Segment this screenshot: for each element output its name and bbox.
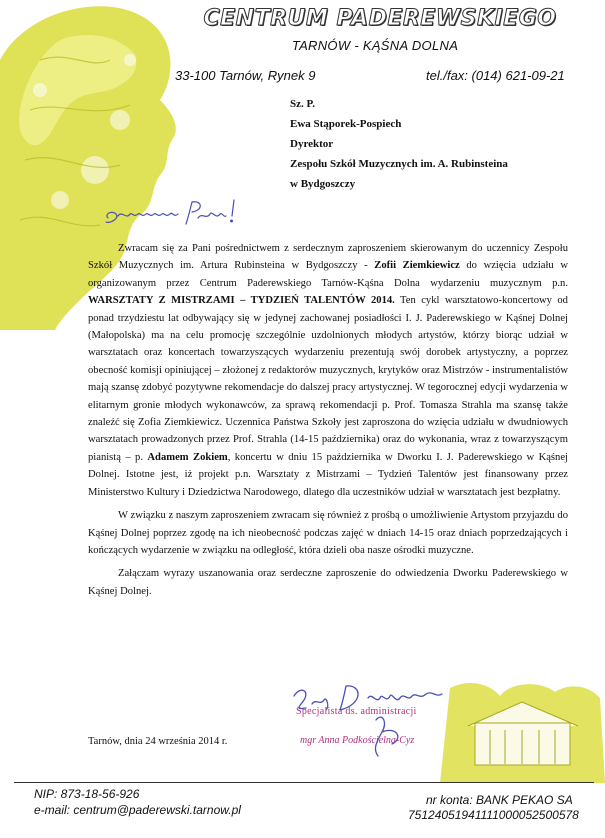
manor-house-emblem — [440, 678, 605, 783]
body-paragraph-3: Załączam wyrazy uszanowania oraz serdeczne zaproszenie do odwiedzenia Dworku Paderewskiego w Kąśnej Dolnej. — [88, 568, 568, 597]
organization-name: CENTRUM PADEREWSKIEGO — [203, 6, 557, 31]
stamp-title: Specjalista ds. administracji — [296, 706, 417, 717]
letter-body — [88, 240, 568, 606]
body-paragraph-1: Zwracam się za Pani pośrednictwem z serdecznym zaproszeniem skierowanym do uczennicy Zespołu Szkół Muzycznych im. Artura Rubinsteina w Bydgoszczy - Zofii Ziemkiewicz do wzięcia udziału w organizowanym przez Centrum Paderewskiego Tarnów-Kąśna Dolna wydarzeniu muzycznym p.n. WARSZTATY Z MISTRZAMI – TYDZIEŃ TALENTÓW 2014. Ten cykl warsztatowo-koncertowy od ponad trzydziestu lat odbywający się w jedynej zachowanej posiadłości I. J. Paderewskiego w Kąśnej Dolnej (Małopolska) ma na celu promocję szczególnie uzdolnionych młodych artystów, którzy biorąc udział w warsztatach oraz koncertach towarzyszących wydarzeniu prezentują swój dorobek artystyczny, a poprzez obecność komisji opiniującej – złożonej z redaktorów muzycznych, krytyków oraz Mistrzów - instrumentalistów mają szansę zdobyć pozytywne rekomendacje do dalszej pracy artystycznej. W tegorocznej edycji wydarzenia w elitarnym gronie młodych wykonawców, za sprawą rekomendacji p. Prof. Tomasza Strahla ma szansę także znaleźć się Zofia Ziemkiewicz. Uczennica Państwa Szkoły jest zaproszona do wzięcia udziału w dwudniowych warsztatach prowadzonych przez Prof. Strahla (14-15 października) oraz do wykonania, wraz z towarzyszącym pianistą – p. Adamem Zokiem, koncertu w dniu 15 października w Dworku I. J. Paderewskiego w Kąśnej Dolnej. Istotne jest, iż projekt p.n. Warsztaty z Mistrzami – Tydzień Talentów jest finansowany przez Ministerstwo Kultury i Dziedzictwa Narodowego, dlatego dla uczestników udział w warsztatach jest bezpłatny. — [88, 243, 568, 498]
addressee-institution: Zespołu Szkół Muzycznych im. A. Rubinsteina — [290, 158, 508, 170]
footer-divider — [14, 782, 594, 783]
organization-phone: tel./fax: (014) 621-09-21 — [426, 68, 565, 83]
event-name: WARSZTATY Z MISTRZAMI – TYDZIEŃ TALENTÓW 2014. — [88, 295, 395, 307]
organization-location: TARNÓW - KĄŚNA DOLNA — [291, 38, 459, 53]
handwritten-salutation — [102, 194, 252, 230]
pianist-name: Adamem Zokiem — [147, 451, 228, 463]
contact-email: e-mail: centrum@paderewski.tarnow.pl — [34, 803, 241, 817]
addressee-city: w Bydgoszczy — [290, 178, 356, 190]
handwritten-signature — [286, 676, 466, 766]
addressee-salutation: Sz. P. — [290, 98, 315, 110]
stamp-name: mgr Anna Podkościelna-Cyz — [300, 735, 415, 746]
student-name: Zofii Ziemkiewicz — [374, 260, 460, 272]
letter-date: Tarnów, dnia 24 września 2014 r. — [88, 736, 228, 747]
organization-address: 33-100 Tarnów, Rynek 9 — [175, 68, 316, 83]
addressee-name: Ewa Stąporek-Pospiech — [290, 118, 402, 130]
bank-name: nr konta: BANK PEKAO SA — [426, 793, 573, 807]
body-paragraph-2: W związku z naszym zaproszeniem zwracam się również z prośbą o umożliwienie Artystom przyjazdu do Kąśnej Dolnej poprzez zgodę na ich nieobecność podczas zajęć w dniach 14-15 oraz dniach poprzedzających i kończących wydarzenie w związku na odległość, która dzieli oba nasze ośrodki muzyczne. — [88, 510, 568, 556]
tax-id: NIP: 873-18-56-926 — [34, 787, 140, 801]
bank-account-number: 75124051941111000052500578 — [408, 808, 579, 822]
addressee-title: Dyrektor — [290, 138, 334, 150]
